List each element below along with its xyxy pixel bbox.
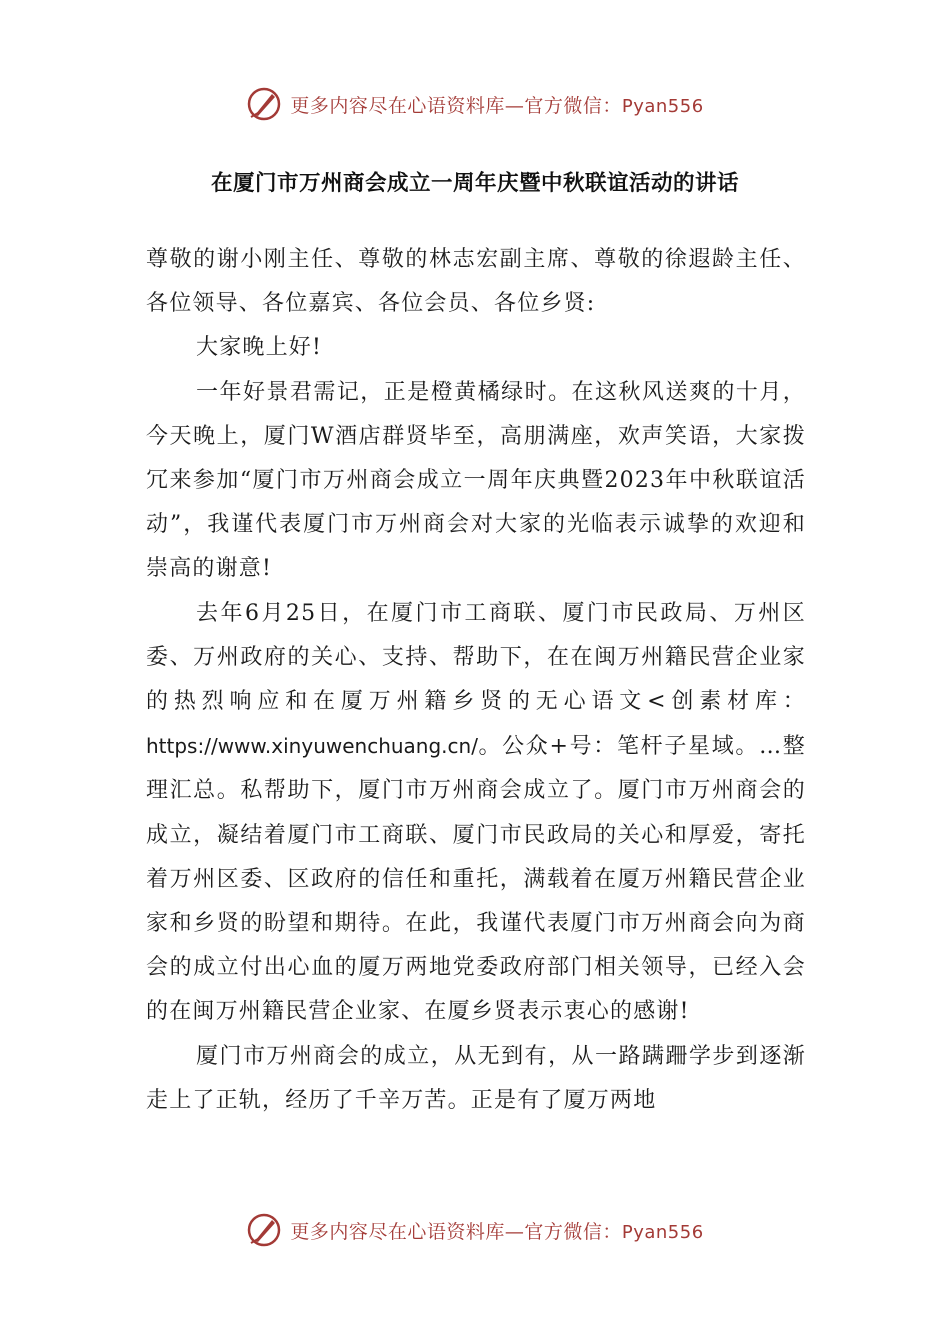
paragraph-2-part-1: 去年6月25日，在厦门市工商联、厦门市民政局、万州区委、万州政府的关心、支持、帮助下，在在闽万州籍民营企业家的热烈响应和在厦万州籍乡贤的无心语文<创素材库： [146,600,806,715]
salutation: 尊敬的谢小刚主任、尊敬的林志宏副主席、尊敬的徐遐龄主任、各位领导、各位嘉宾、各位会员、各位乡贤: [146,247,806,317]
wechat-id: Pyan556 [621,1221,704,1243]
quill-pen-icon [246,86,282,122]
paragraph-1: 一年好景君需记，正是橙黄橘绿时。在这秋风送爽的十月，今天晚上，厦门W酒店群贤毕至，高朋满座，欢声笑语，大家拨冗来参加“厦门市万州商会成立一周年庆典暨2023年中秋联谊活动”，我谨代表厦门市万州商会对大家的光临表示诚挚的欢迎和崇高的谢意! [146,379,806,582]
paragraph-2 [146,592,806,1035]
document-title: 在厦门市万州商会成立一周年庆暨中秋联谊活动的讲话 [210,171,739,196]
source-url: https://www.xinyuwenchuang.cn/ [146,734,478,759]
banner-text: 更多内容尽在心语资料库—官方微信：Pyan556 [290,1220,704,1243]
footer-banner [0,1208,950,1252]
banner-text: 更多内容尽在心语资料库—官方微信：Pyan556 [290,94,704,117]
greeting: 大家晚上好! [196,335,323,361]
quill-pen-icon [246,1212,282,1248]
paragraph-2-part-2: 。公众+号：笔杆子星域。…整理汇总。私帮助下，厦门市万州商会成立了。厦门市万州商会的成立，凝结着厦门市工商联、厦门市民政局的关心和厚爱，寄托着万州区委、区政府的信任和重托，满载着在厦万州籍民营企业家和乡贤的盼望和期待。在此，我谨代表厦门市万州商会向为商会的成立付出心血的厦万两地党委政府部门相关领导，已经入会的在闽万州籍民营企业家、在厦乡贤表示衷心的感谢! [146,734,806,1025]
document-body [146,238,806,1123]
paragraph-3: 厦门市万州商会的成立，从无到有，从一路蹒跚学步到逐渐走上了正轨，经历了千辛万苦。正是有了厦万两地 [146,1043,806,1113]
header-banner [0,82,950,126]
wechat-id: Pyan556 [621,95,704,117]
